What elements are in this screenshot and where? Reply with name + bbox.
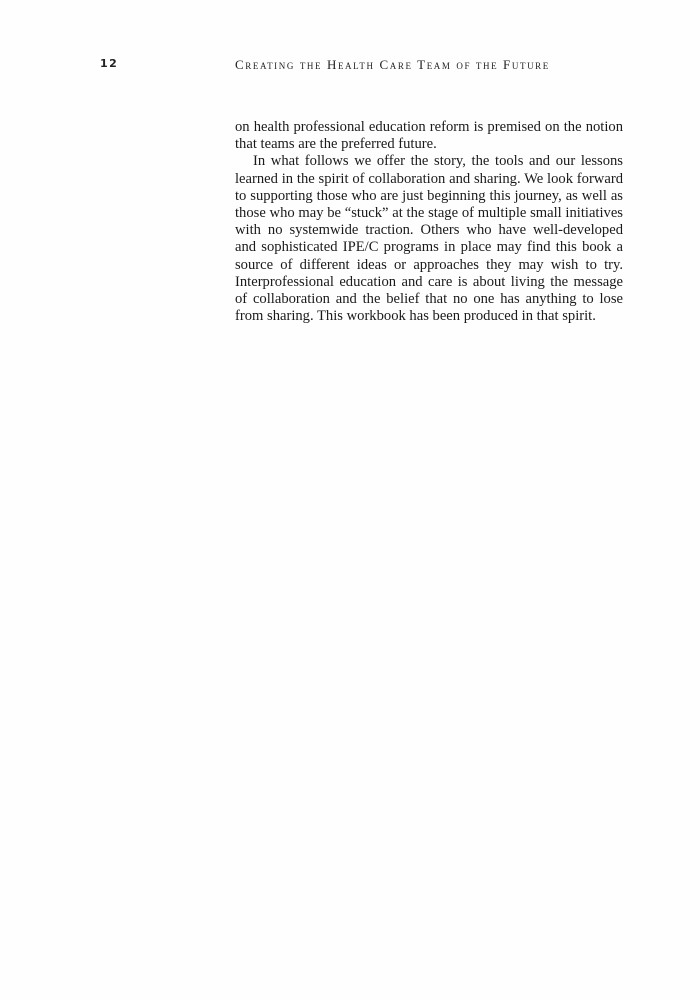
paragraph-continued: on health professional education reform is premised on the notion that teams are the preferred future.	[235, 119, 623, 153]
paragraph: In what follows we offer the story, the tools and our lessons learned in the spirit of collaboration and sharing. We look forward to supporting those who are just beginning this journey, as well as those who may be “stuck” at the stage of multiple small initiatives with no systemwide traction. Others who have well-developed and sophisticated IPE/C programs in place may find this book a source of different ideas or approaches they may wish to try. Interprofessional education and care is about living the message of collaboration and the belief that no one has anything to lose from sharing. This workbook has been produced in that spirit.	[235, 153, 623, 325]
running-head	[0, 57, 700, 73]
body-text	[235, 119, 623, 325]
page-number: 12	[100, 57, 119, 70]
running-title: Creating the Health Care Team of the Future	[235, 57, 550, 72]
